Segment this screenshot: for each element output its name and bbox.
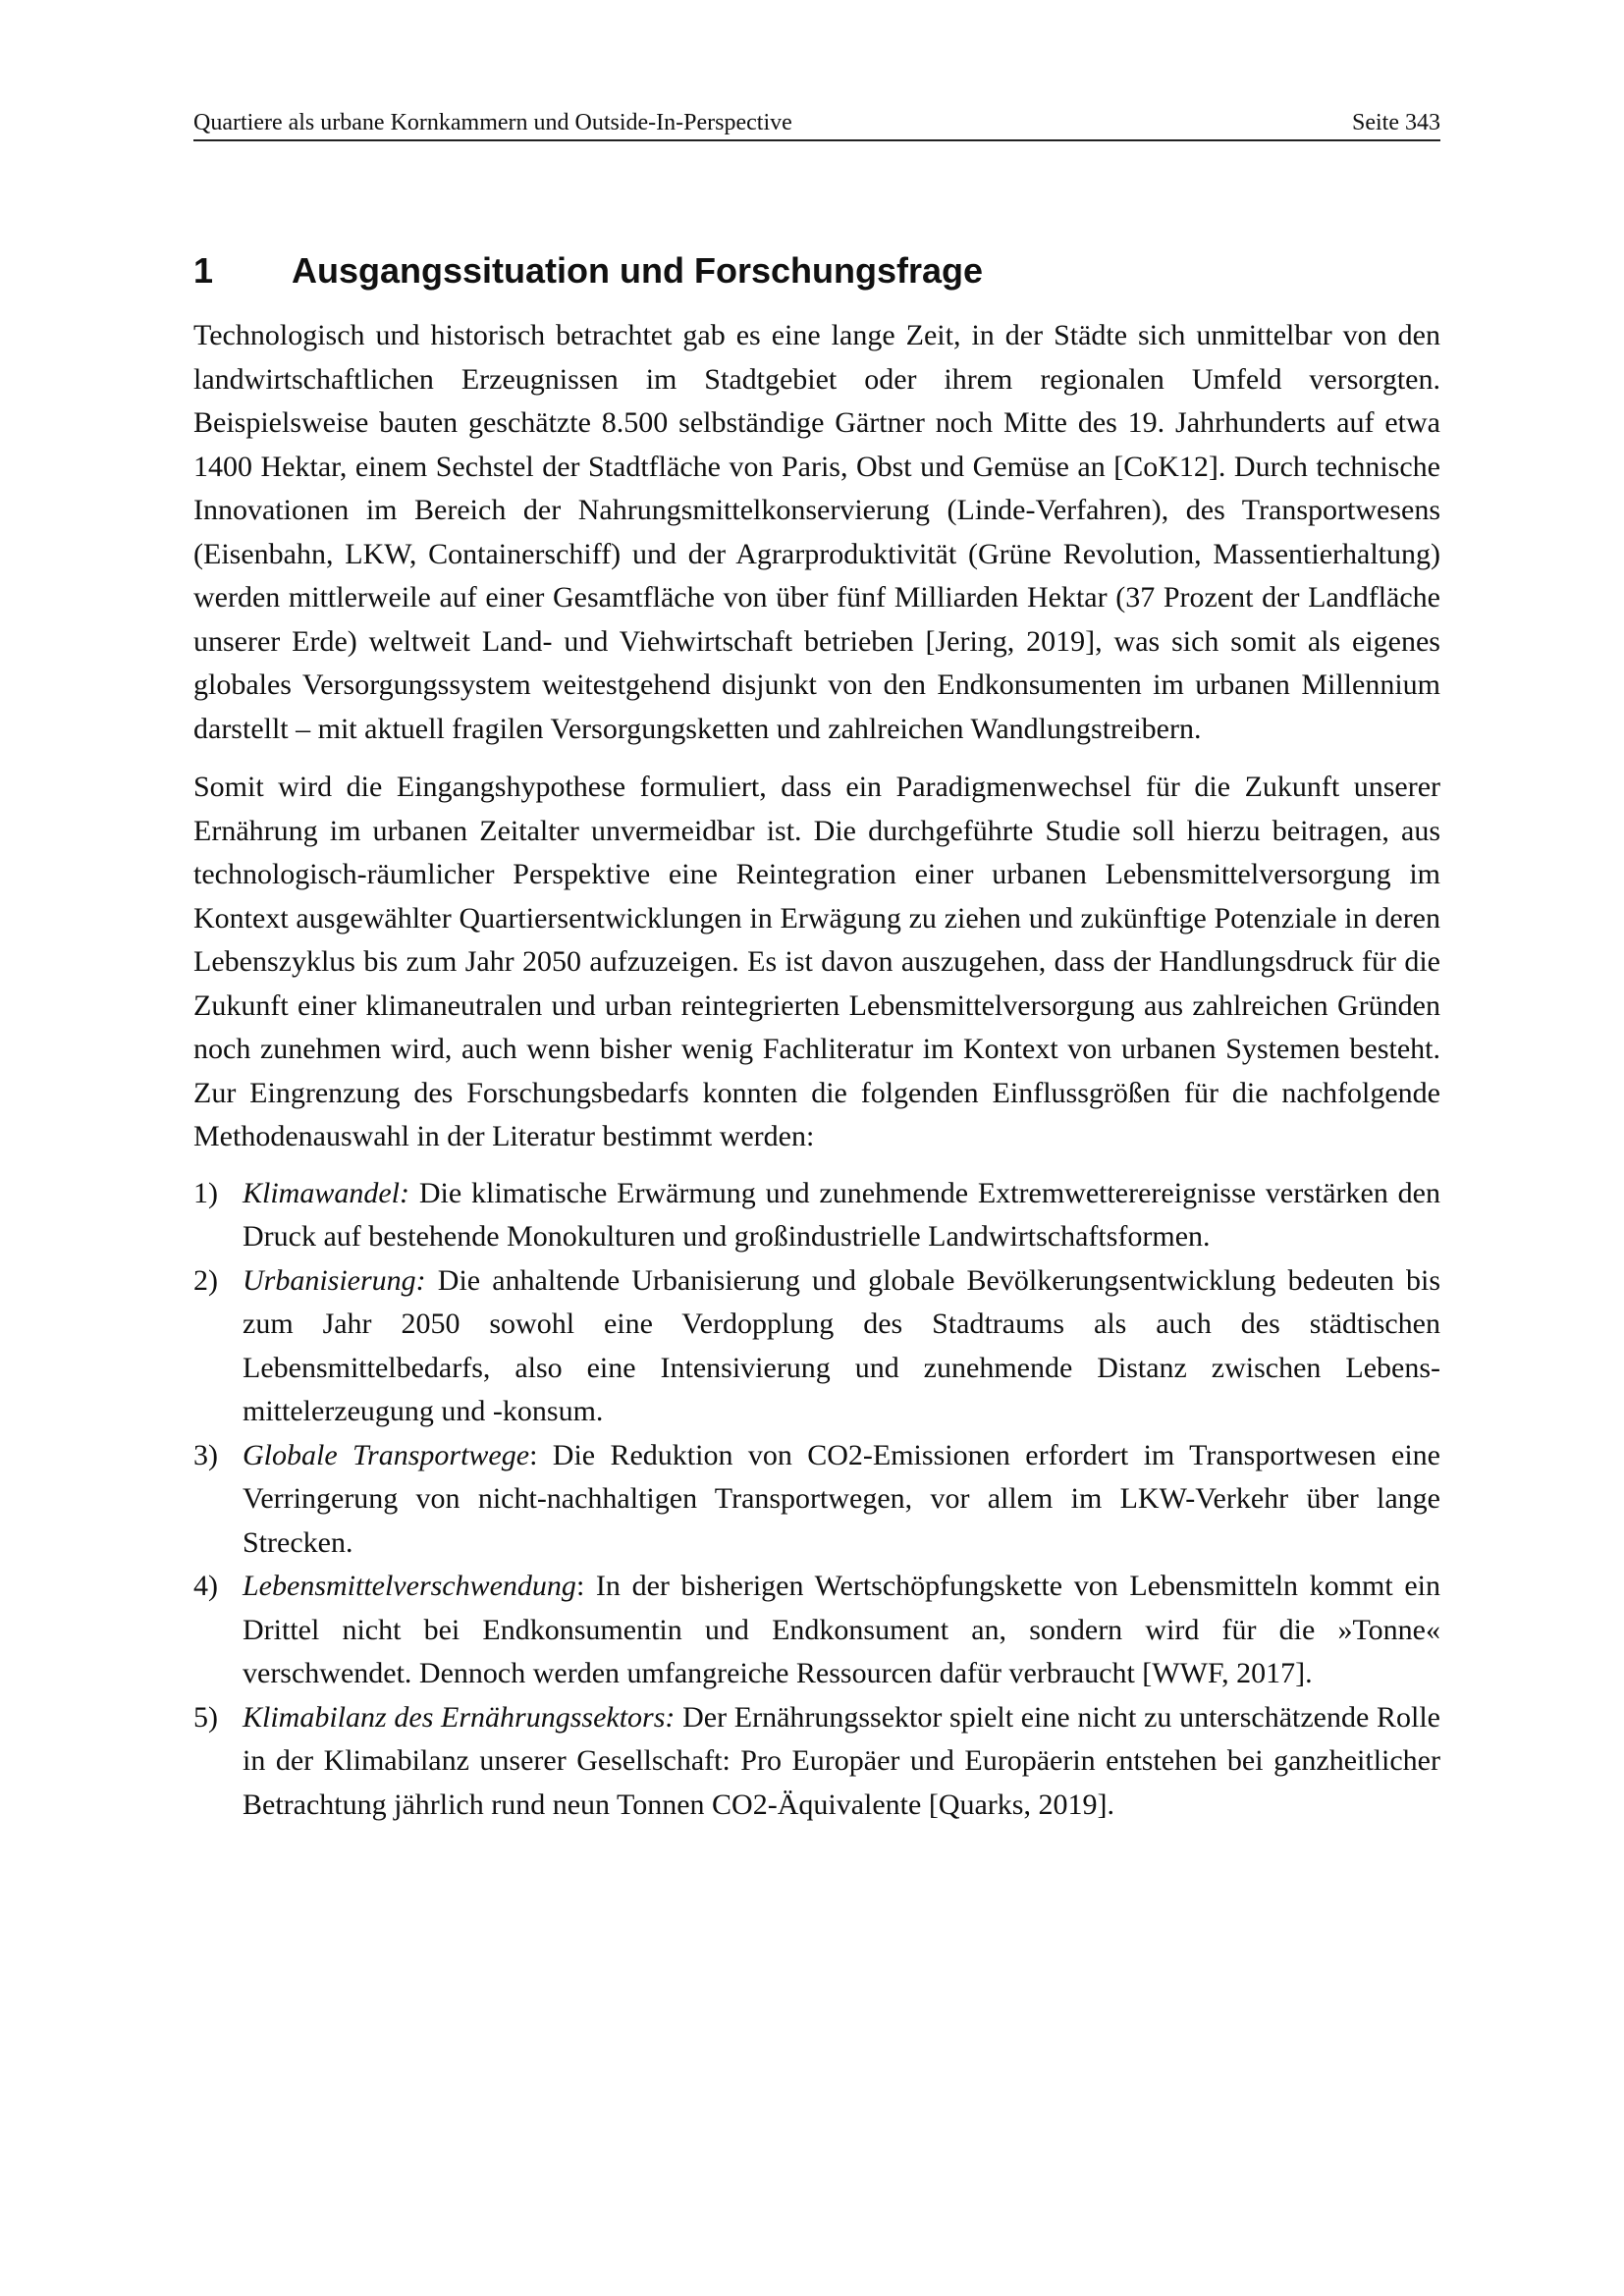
list-marker: 1): [193, 1176, 218, 1209]
body-paragraph-2: Somit wird die Eingangshypothese formuliert, dass ein Paradigmenwechsel für die Zukunft unserer Ernährung im urbanen Zeitalter unvermeidbar ist. Die durchgeführte Studie soll hierzu beitragen, aus technologisch-räumlicher Perspektive eine Reintegration einer urbanen Lebensmittelversorgung im Kontext ausgewählter Quartiersentwicklungen in Erwägung zu ziehen und zukünftige Potenziale in deren Lebenszyklus bis zum Jahr 2050 aufzuzeigen. Es ist davon auszugehen, dass der Handlungsdruck für die Zukunft einer klimaneutralen und urban reintegrierten Lebensmittelversorgung aus zahlreichen Gründen noch zunehmen wird, auch wenn bisher wenig Fachliteratur im Kontext von urbanen Systemen besteht. Zur Eingrenzung des Forschungsbedarfs konnten die folgenden Einflussgrößen für die nachfolgende Methodenauswahl in der Literatur bestimmt werden:: [193, 771, 1440, 1153]
running-header-title: Quartiere als urbane Kornkammern und Outside-In-Perspective: [193, 110, 792, 135]
list-item-term: Klimabilanz des Ernährungssektors:: [243, 1700, 676, 1734]
running-header: [193, 108, 1440, 141]
list-marker: 4): [193, 1570, 218, 1603]
section-heading: [193, 251, 1440, 291]
list-item-body: [243, 1696, 1440, 1828]
list-item-term: Urbanisierung:: [243, 1263, 426, 1297]
list-item-term: Klimawandel:: [243, 1176, 409, 1209]
section-title: Ausgangssituation und Forschungsfrage: [292, 250, 984, 291]
list-item: [193, 1172, 1440, 1259]
list-item: [193, 1434, 1440, 1566]
influence-factor-list: [193, 1172, 1440, 1828]
list-item-body: [243, 1565, 1440, 1696]
list-item-body: [243, 1434, 1440, 1566]
list-item-text: Die anhaltende Urbanisierung und globale Bevölkerungsentwicklung bedeuten bis zum Jahr 2050 sowohl eine Verdopplung des Stadtraums als auch des städtischen Lebensmittelbedarfs, also eine Intensivierung und zunehmende Distanz zwischen Lebensmittelerzeugung und -konsum.: [243, 1263, 1440, 1428]
list-item-term: Globale Transportwege: [243, 1438, 530, 1471]
document-page: [193, 108, 1440, 1827]
list-item-text: Der Ernährungssektor spielt eine nicht zu unterschätzende Rolle in der Klimabilanz unserer Gesellschaft: Pro Europäer und Europäerin entstehen bei ganzheitlicher Betrachtung jährlich rund neun Tonnen CO2-Äquivalente [Quarks, 2019].: [243, 1700, 1440, 1821]
page-number: Seite 343: [1352, 110, 1440, 135]
list-item-body: [243, 1259, 1440, 1434]
list-item-term: Lebensmittelverschwendung: [243, 1570, 576, 1603]
list-marker: 3): [193, 1438, 218, 1471]
list-marker: 5): [193, 1700, 218, 1734]
body-paragraph-1: Technologisch und historisch betrachtet gab es eine lange Zeit, in der Städte sich unmittelbar von den landwirtschaftlichen Erzeugnissen im Stadtgebiet oder ihrem regionalen Umfeld versorgten. Beispielsweise bauten geschätzte 8.500 selbständige Gärtner noch Mitte des 19. Jahrhunderts auf etwa 1400 Hektar, einem Sechstel der Stadtfläche von Paris, Obst und Gemüse an [CoK12]. Durch technische Innovationen im Bereich der Nahrungsmittelkonservierung (Linde-Verfahren), des Transportwesens (Eisenbahn, LKW, Containerschiff) und der Agrarproduktivität (Grüne Revolution, Massentierhaltung) werden mittlerweile auf einer Gesamtfläche von über fünf Milliarden Hektar (37 Prozent der Landfläche unserer Erde) weltweit Land- und Viehwirtschaft betrieben [Jering, 2019], was sich somit als eigenes globales Versorgungssystem weitestgehend disjunkt von den Endkonsumenten im urbanen Millennium darstellt – mit aktuell fragilen Versorgungsketten und zahlreichen Wandlungstreibern.: [193, 319, 1440, 745]
list-item-text: : In der bisherigen Wertschöpfungskette von Lebensmitteln kommt ein Drittel nicht bei Endkonsumentin und Endkonsument an, sondern wird für die »Tonne« verschwendet. Dennoch werden umfangreiche Ressourcen dafür verbraucht [WWF, 2017].: [243, 1570, 1440, 1690]
section-number: 1: [193, 250, 214, 291]
list-item-body: [243, 1172, 1440, 1259]
list-item: [193, 1259, 1440, 1434]
list-item: [193, 1565, 1440, 1696]
list-item-text: Die klimatische Erwärmung und zunehmende Extremwetterereignisse verstärken den Druck auf bestehende Monokulturen und großindustrielle Landwirtschaftsformen.: [243, 1176, 1440, 1254]
list-item-text: : Die Reduktion von CO2-Emissionen erfordert im Transportwesen eine Verringerung von nicht-nachhaltigen Transportwegen, vor allem im LKW-Verkehr über lange Strecken.: [243, 1438, 1440, 1559]
list-item: [193, 1696, 1440, 1828]
list-marker: 2): [193, 1263, 218, 1297]
